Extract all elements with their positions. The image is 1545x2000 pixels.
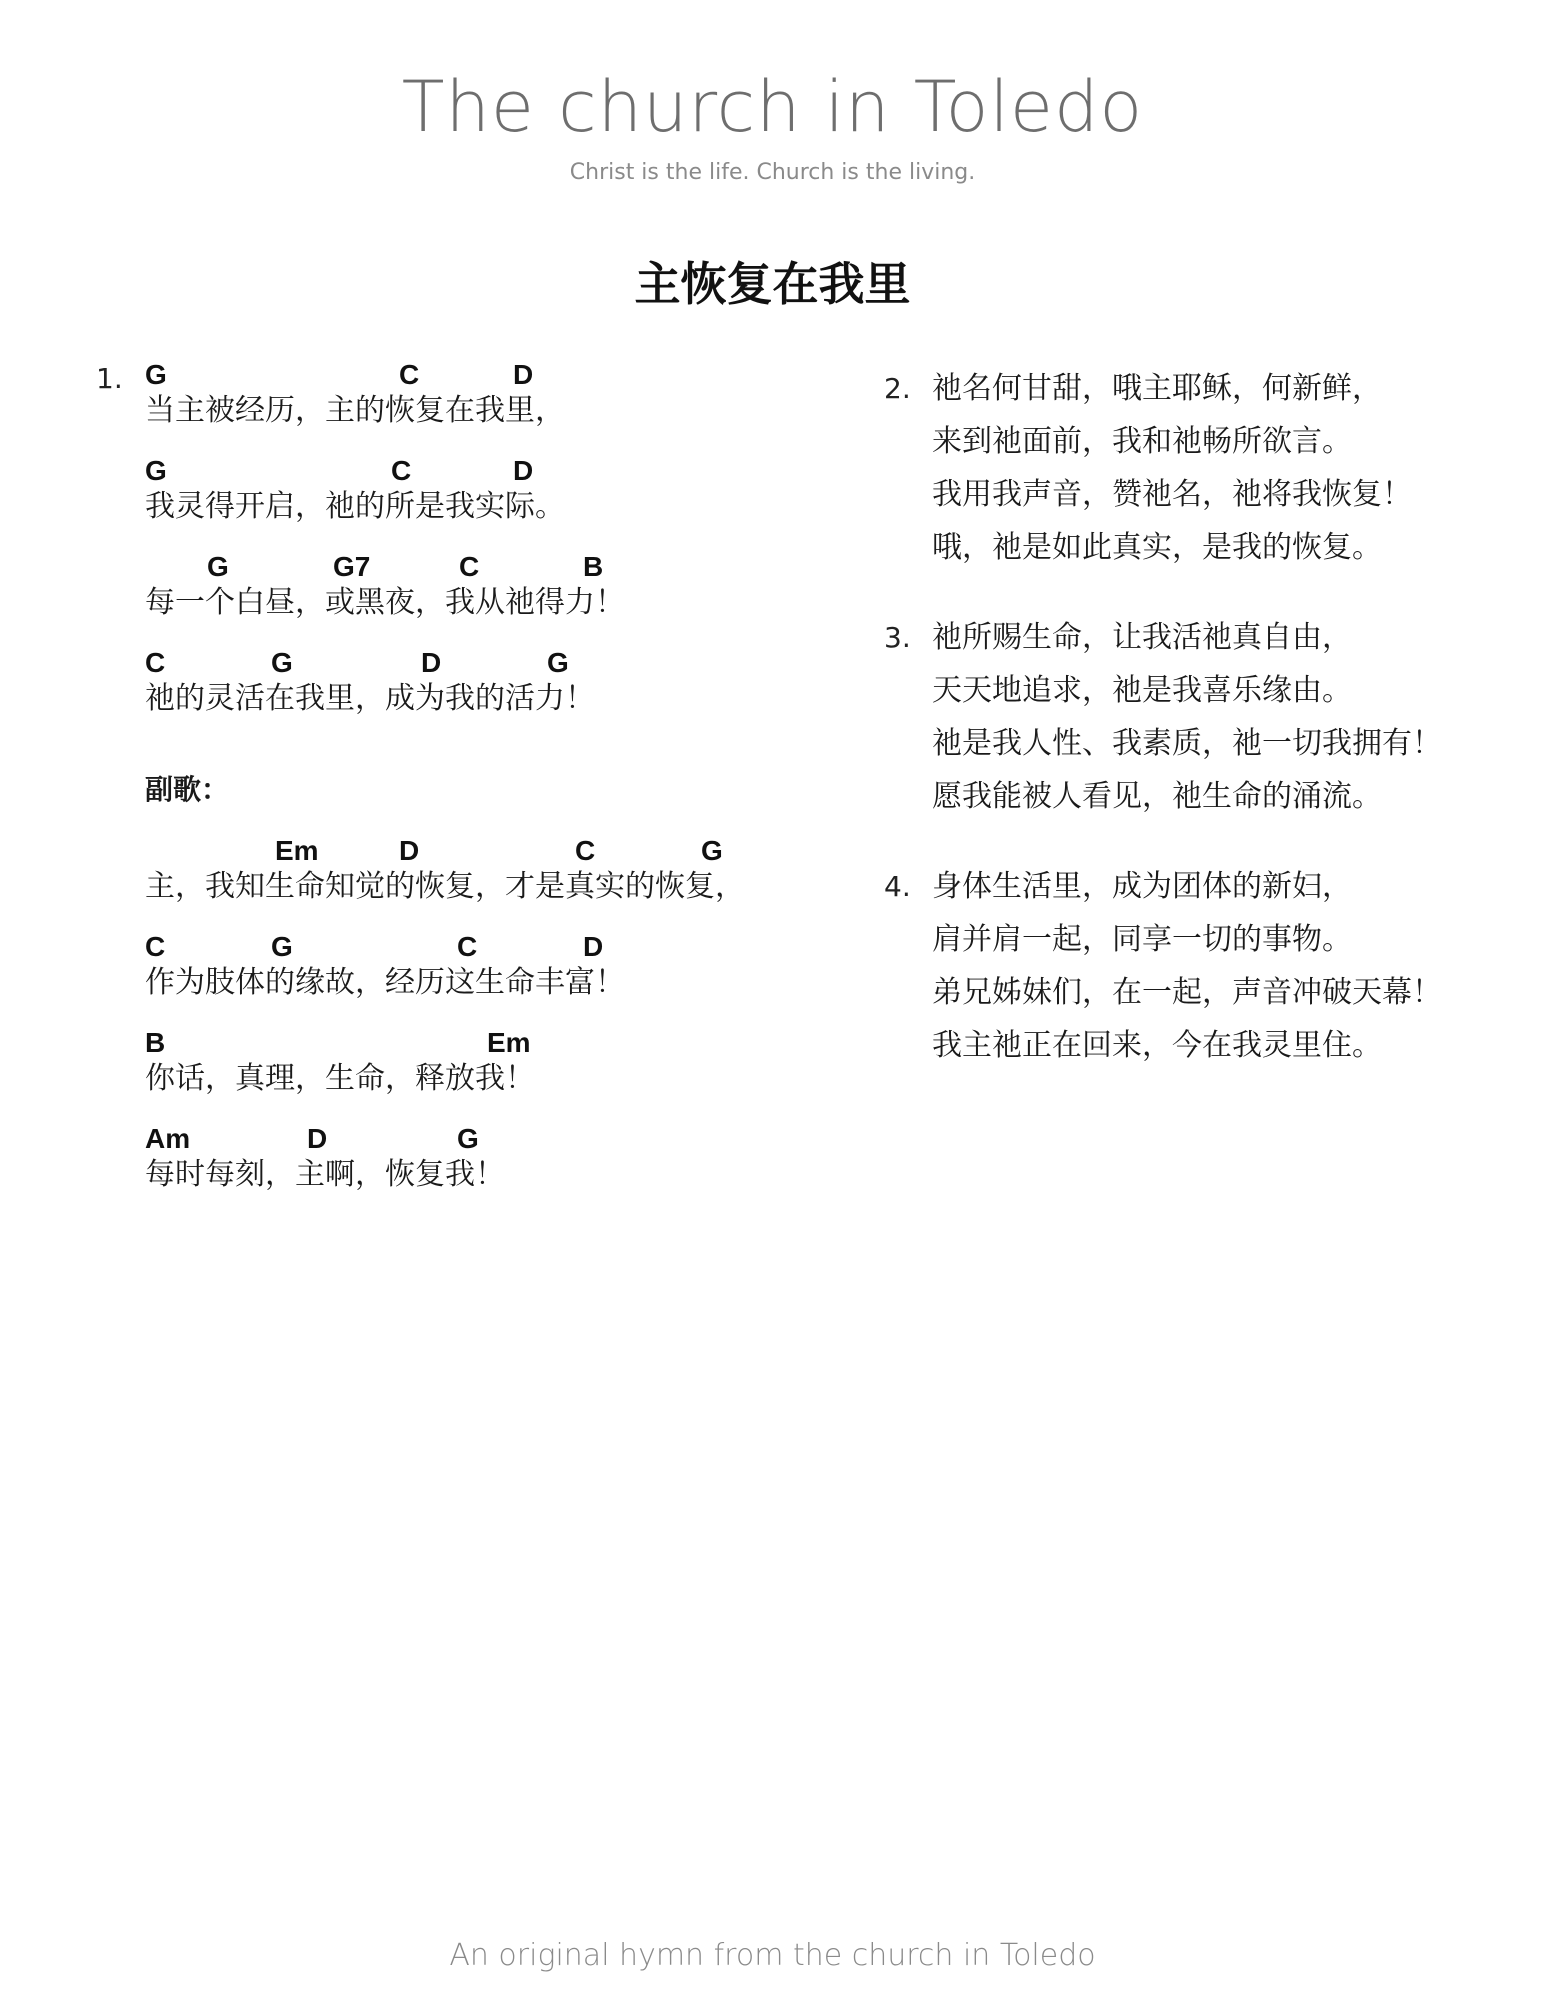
chord: D <box>307 1123 328 1154</box>
chord: Em <box>487 1027 531 1058</box>
lyric-line: 我灵得开启，祂的所是我实际。 <box>145 489 565 524</box>
lyric-line: 天天地追求，祂是我喜乐缘由。 <box>932 673 1352 708</box>
verse-number: 2. <box>884 372 911 405</box>
chord: D <box>513 455 534 486</box>
chord: G <box>145 455 167 486</box>
chord: C <box>145 647 166 678</box>
chord-row <box>145 930 796 964</box>
lyric-line: 主，我知生命知觉的恢复，才是真实的恢复， <box>145 869 745 904</box>
chord-row <box>145 646 796 680</box>
chord: G <box>207 551 229 582</box>
chord: D <box>421 647 442 678</box>
chord: Em <box>275 835 319 866</box>
lyric-line: 我用我声音，赞祂名，祂将我恢复！ <box>932 477 1412 512</box>
left-column <box>96 358 796 1218</box>
lyric-line: 来到祂面前，我和祂畅所欲言。 <box>932 424 1352 459</box>
site-header <box>0 66 1545 185</box>
chord: G <box>271 931 293 962</box>
chord: G <box>701 835 723 866</box>
hymn-title: 主恢复在我里 <box>634 257 911 311</box>
chord: D <box>399 835 420 866</box>
chord: G <box>271 647 293 678</box>
lyric-line: 弟兄姊妹们，在一起，声音冲破天幕！ <box>932 975 1442 1010</box>
chord-line <box>145 834 796 906</box>
chord: G7 <box>333 551 371 582</box>
lyric-line: 作为肢体的缘故，经历这生命丰富！ <box>145 965 625 1000</box>
chord-row <box>145 1122 796 1156</box>
chord-row <box>145 834 796 868</box>
chord-line <box>145 646 796 718</box>
chord: C <box>399 359 420 390</box>
chord: C <box>457 931 478 962</box>
verse-2 <box>884 362 1484 574</box>
chord: G <box>547 647 569 678</box>
lyric-line: 祂的灵活在我里，成为我的活力！ <box>145 681 595 716</box>
chord-row <box>145 358 796 392</box>
chord: C <box>391 455 412 486</box>
chord: C <box>145 931 166 962</box>
chord: Am <box>145 1123 191 1154</box>
lyric-line: 每一个白昼，或黑夜，我从祂得力！ <box>145 585 625 620</box>
right-column <box>884 362 1484 1109</box>
lyric-line: 我主祂正在回来，今在我灵里住。 <box>932 1028 1382 1063</box>
lyric-line: 身体生活里，成为团体的新妇， <box>932 869 1352 904</box>
site-title: The church in Toledo <box>401 66 1144 148</box>
verse-number: 4. <box>884 870 911 903</box>
chord-row <box>145 1026 796 1060</box>
chord-line <box>145 930 796 1002</box>
verse-4 <box>884 860 1484 1072</box>
footer-text: An original hymn from the church in Toledo <box>449 1938 1096 1973</box>
chord: G <box>145 359 167 390</box>
lyric-line: 你话，真理，生命，释放我！ <box>145 1061 535 1096</box>
lyric-line: 肩并肩一起，同享一切的事物。 <box>932 922 1352 957</box>
chord: B <box>583 551 604 582</box>
chord: B <box>145 1027 166 1058</box>
verse-3 <box>884 611 1484 823</box>
chord: C <box>459 551 480 582</box>
lyric-line: 哦，祂是如此真实，是我的恢复。 <box>932 530 1382 565</box>
chord-line <box>145 358 796 430</box>
chorus-label: 副歌： <box>145 773 230 806</box>
chord-row <box>145 550 796 584</box>
chord: D <box>513 359 534 390</box>
stanza-1 <box>96 358 796 1194</box>
verse-number: 3. <box>884 621 911 654</box>
chord: D <box>583 931 604 962</box>
lyric-line: 祂名何甘甜，哦主耶稣，何新鲜， <box>932 371 1382 406</box>
chord-row <box>145 454 796 488</box>
chord-line <box>145 550 796 622</box>
lyric-line: 当主被经历，主的恢复在我里， <box>145 393 565 428</box>
lyric-line: 祂所赐生命，让我活祂真自由， <box>932 620 1352 655</box>
chord: C <box>575 835 596 866</box>
chord-line <box>145 1026 796 1098</box>
stanza-number: 1. <box>96 362 123 395</box>
chord-line <box>145 454 796 526</box>
lyric-line: 愿我能被人看见，祂生命的涌流。 <box>932 779 1382 814</box>
chord: G <box>457 1123 479 1154</box>
lyric-line: 祂是我人性、我素质，祂一切我拥有！ <box>932 726 1442 761</box>
site-tagline: Christ is the life. Church is the living. <box>569 160 976 185</box>
chord-line <box>145 1122 796 1194</box>
lyric-line: 每时每刻，主啊，恢复我！ <box>145 1157 505 1192</box>
